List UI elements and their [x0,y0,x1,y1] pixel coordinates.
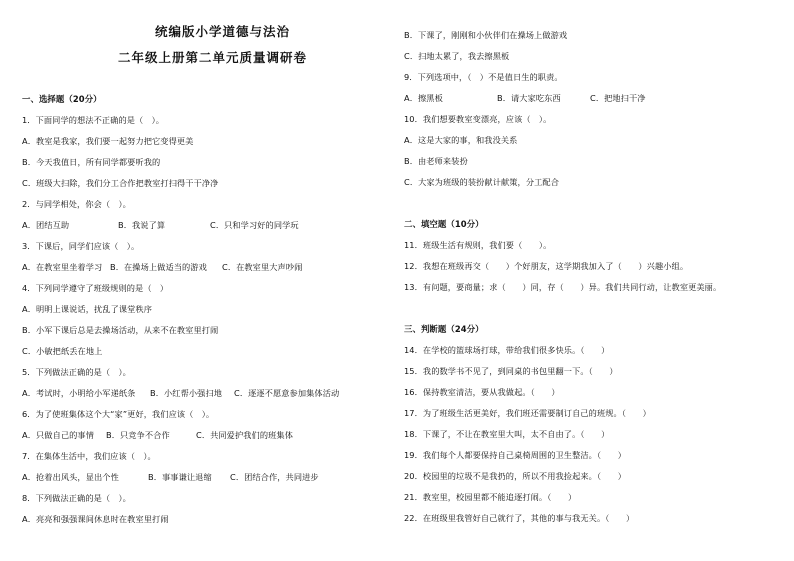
question-3: 3．下课后，同学们应该（ ）。 [22,241,140,251]
q10-option-b: B．由老师来装扮 [404,156,468,166]
q7-option-b: B．事事谦让退缩 [148,472,212,482]
q2-option-b: B．我说了算 [118,220,166,230]
q5-option-c: C．逐逐不愿意参加集体活动 [234,388,340,398]
question-2: 2．与同学相处，你会（ ）。 [22,199,131,209]
question-20: 20．校园里的垃圾不是我扔的，所以不用我捡起来。（ ） [404,471,626,481]
q4-option-a: A．明明上课说话，扰乱了课堂秩序 [22,304,153,314]
question-15: 15．我的数学书不见了，到同桌的书包里翻一下。（ ） [404,366,618,376]
question-8: 8．下列做法正确的是（ ）。 [22,493,131,503]
section-judge-heading: 三、判断题（24分） [404,324,484,334]
question-11: 11．班级生活有规则，我们要（ ）。 [404,240,552,250]
exam-title-line2: 二年级上册第二单元质量调研卷 [118,50,308,65]
question-22: 22．在班级里我管好自己就行了，其他的事与我无关。（ ） [404,513,635,523]
question-6: 6．为了使班集体这个大“家”更好，我们应该（ ）。 [22,409,215,419]
q3-option-b: B．在操场上做适当的游戏 [110,262,207,272]
q2-option-c: C．只和学习好的同学玩 [210,220,299,230]
q8-option-b: B．下课了，刚刚和小伙伴们在操场上做游戏 [404,30,568,40]
question-17: 17．为了班级生活更美好，我们班还需要制订自己的班规。（ ） [404,408,651,418]
q9-option-c: C．把地扫干净 [590,93,646,103]
q4-option-b: B．小军下课后总是去操场活动，从来不在教室里打闹 [22,325,219,335]
q2-option-a: A．团结互助 [22,220,70,230]
question-18: 18．下课了，不让在教室里大叫，太不自由了。（ ） [404,429,610,439]
question-12: 12．我想在班级再交（ ）个好朋友，这学期我加入了（ ）兴趣小组。 [404,261,689,271]
q1-option-c: C．班级大扫除，我们分工合作把教室打扫得干干净净 [22,178,219,188]
section-choice-heading: 一、选择题（20分） [22,94,102,104]
exam-title-line1: 统编版小学道德与法治 [155,24,291,39]
q8-option-a: A．亮亮和强强课间休息时在教室里打闹 [22,514,169,524]
q6-option-b: B．只竞争不合作 [106,430,170,440]
q9-option-b: B．请大家吃东西 [497,93,561,103]
q5-option-b: B．小红帮小强扫地 [150,388,223,398]
q6-option-a: A．只做自己的事情 [22,430,95,440]
q9-option-a: A．擦黑板 [404,93,443,103]
question-21: 21．教室里，校园里都不能追逐打闹。（ ） [404,492,577,502]
question-7: 7．在集体生活中，我们应该（ ）。 [22,451,156,461]
q8-option-c: C．扫地太累了，我去擦黑板 [404,51,510,61]
q3-option-c: C．在教室里大声吵闹 [222,262,303,272]
question-13: 13．有问题，要商量；求（ ）同，存（ ）异。我们共同行动，让教室更美丽。 [404,282,722,292]
question-16: 16．保持教室清洁，要从我做起。（ ） [404,387,560,397]
q6-option-c: C．共同爱护我们的班集体 [196,430,293,440]
q4-option-c: C．小敏把纸丢在地上 [22,346,103,356]
q7-option-c: C．团结合作，共同进步 [230,472,319,482]
section-fill-heading: 二、填空题（10分） [404,219,484,229]
question-19: 19．我们每个人都要保持自己桌椅周围的卫生整洁。（ ） [404,450,626,460]
question-10: 10．我们想要教室变漂亮，应该（ ）。 [404,114,552,124]
q10-option-a: A．这是大家的事，和我没关系 [404,135,518,145]
q1-option-a: A．教室是我家，我们要一起努力把它变得更美 [22,136,194,146]
question-9: 9．下列选项中，（ ）不是值日生的职责。 [404,72,563,82]
q3-option-a: A．在教室里坐着学习 [22,262,103,272]
q10-option-c: C．大家为班级的装扮献计献策，分工配合 [404,177,559,187]
question-14: 14．在学校的篮球场打球，带给我们很多快乐。（ ） [404,345,610,355]
question-1: 1．下面同学的想法不正确的是（ ）。 [22,115,165,125]
question-5: 5．下列做法正确的是（ ）。 [22,367,131,377]
question-4: 4．下列同学遵守了班级规则的是（ ） [22,283,169,293]
q7-option-a: A．抢着出风头，显出个性 [22,472,119,482]
q1-option-b: B．今天我值日，所有同学都要听我的 [22,157,161,167]
q5-option-a: A．考试时，小明给小军递纸条 [22,388,136,398]
